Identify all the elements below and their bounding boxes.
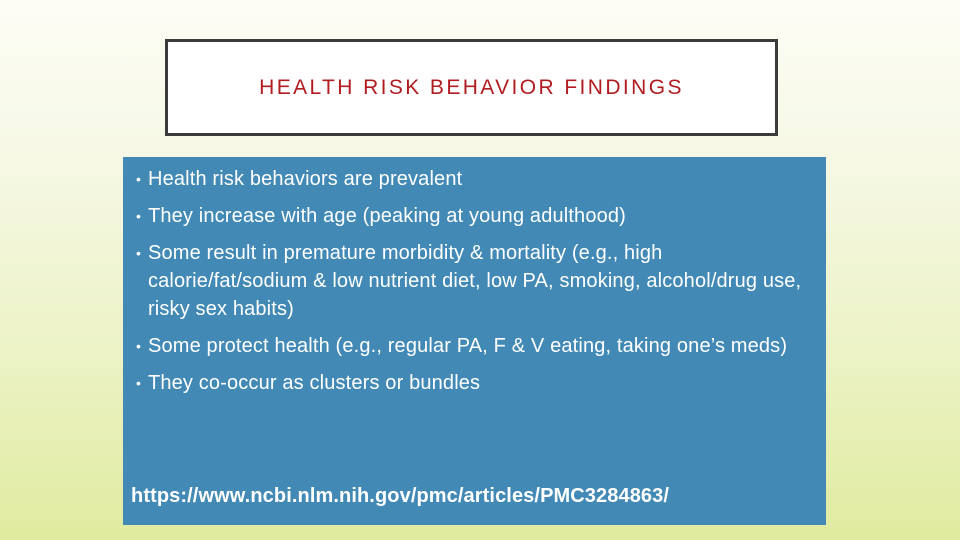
title-box [165, 39, 778, 136]
bullet-text: Health risk behaviors are prevalent [148, 168, 463, 190]
bullet-text: Some protect health (e.g., regular PA, F & V eating, taking one’s meds) [148, 335, 788, 357]
bullet-icon: • [135, 171, 142, 187]
content-box [123, 157, 826, 525]
bullet-icon: • [135, 375, 142, 391]
bullet-item [129, 332, 819, 360]
bullet-icon: • [135, 338, 142, 354]
source-link[interactable]: https://www.ncbi.nlm.nih.gov/pmc/articles/PMC3284863/ [131, 485, 670, 507]
bullet-item [129, 202, 819, 230]
bullet-item [129, 239, 819, 323]
bullet-text: They increase with age (peaking at young adulthood) [148, 205, 626, 227]
bullet-text: Some result in premature morbidity & mortality (e.g., high calorie/fat/sodium & low nutrient diet, low PA, smoking, alcohol/drug use, risky sex habits) [148, 242, 802, 320]
bullet-item [129, 165, 819, 193]
bullet-text: They co-occur as clusters or bundles [148, 372, 481, 394]
slide-title: HEALTH RISK BEHAVIOR FINDINGS [259, 75, 684, 99]
bullet-item [129, 369, 819, 397]
bullet-icon: • [135, 208, 142, 224]
bullet-list [129, 165, 819, 406]
bullet-icon: • [135, 245, 142, 261]
